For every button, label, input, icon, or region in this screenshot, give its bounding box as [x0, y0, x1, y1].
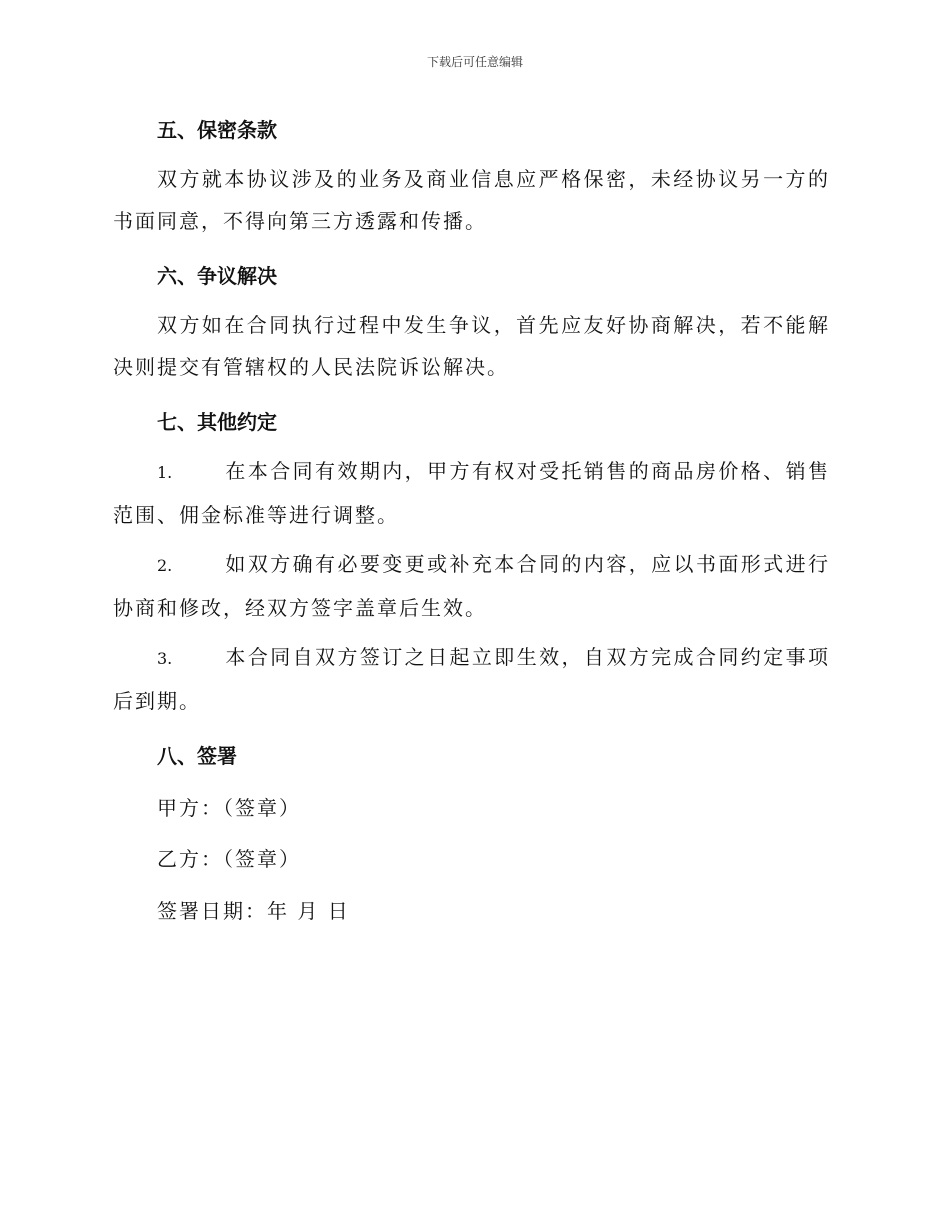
- list-item-text: 在本合同有效期内，甲方有权对受托销售的商品房价格、销售范围、佣金标准等进行调整。: [113, 459, 830, 527]
- list-item-number: 3.: [157, 649, 173, 668]
- list-item-3: [113, 636, 830, 722]
- list-item-text: 如双方确有必要变更或补充本合同的内容，应以书面形式进行协商和修改，经双方签字盖章后生效。: [113, 552, 830, 620]
- section-heading-signature: 八、签署: [157, 744, 237, 768]
- section-heading-dispute: 六、争议解决: [157, 264, 277, 288]
- list-item-2: [113, 543, 830, 629]
- party-a-signature: 甲方：（签章）: [157, 796, 301, 820]
- party-b-signature: 乙方：（签章）: [157, 847, 301, 871]
- section-heading-other: 七、其他约定: [157, 410, 277, 434]
- paragraph-confidentiality: 双方就本协议涉及的业务及商业信息应严格保密，未经协议另一方的书面同意，不得向第三方透露和传播。: [113, 167, 830, 233]
- page-header: 下载后可任意编辑: [426, 55, 523, 69]
- list-item-1: [113, 450, 830, 536]
- list-item-number: 1.: [157, 463, 173, 482]
- section-heading-confidentiality: 五、保密条款: [157, 118, 277, 142]
- list-item-number: 2.: [157, 556, 173, 575]
- list-item-text: 本合同自双方签订之日起立即生效，自双方完成合同约定事项后到期。: [113, 645, 830, 713]
- paragraph-dispute: 双方如在合同执行过程中发生争议，首先应友好协商解决，若不能解决则提交有管辖权的人民法院诉讼解决。: [113, 313, 830, 379]
- signature-date: 签署日期：年 月 日: [157, 899, 350, 923]
